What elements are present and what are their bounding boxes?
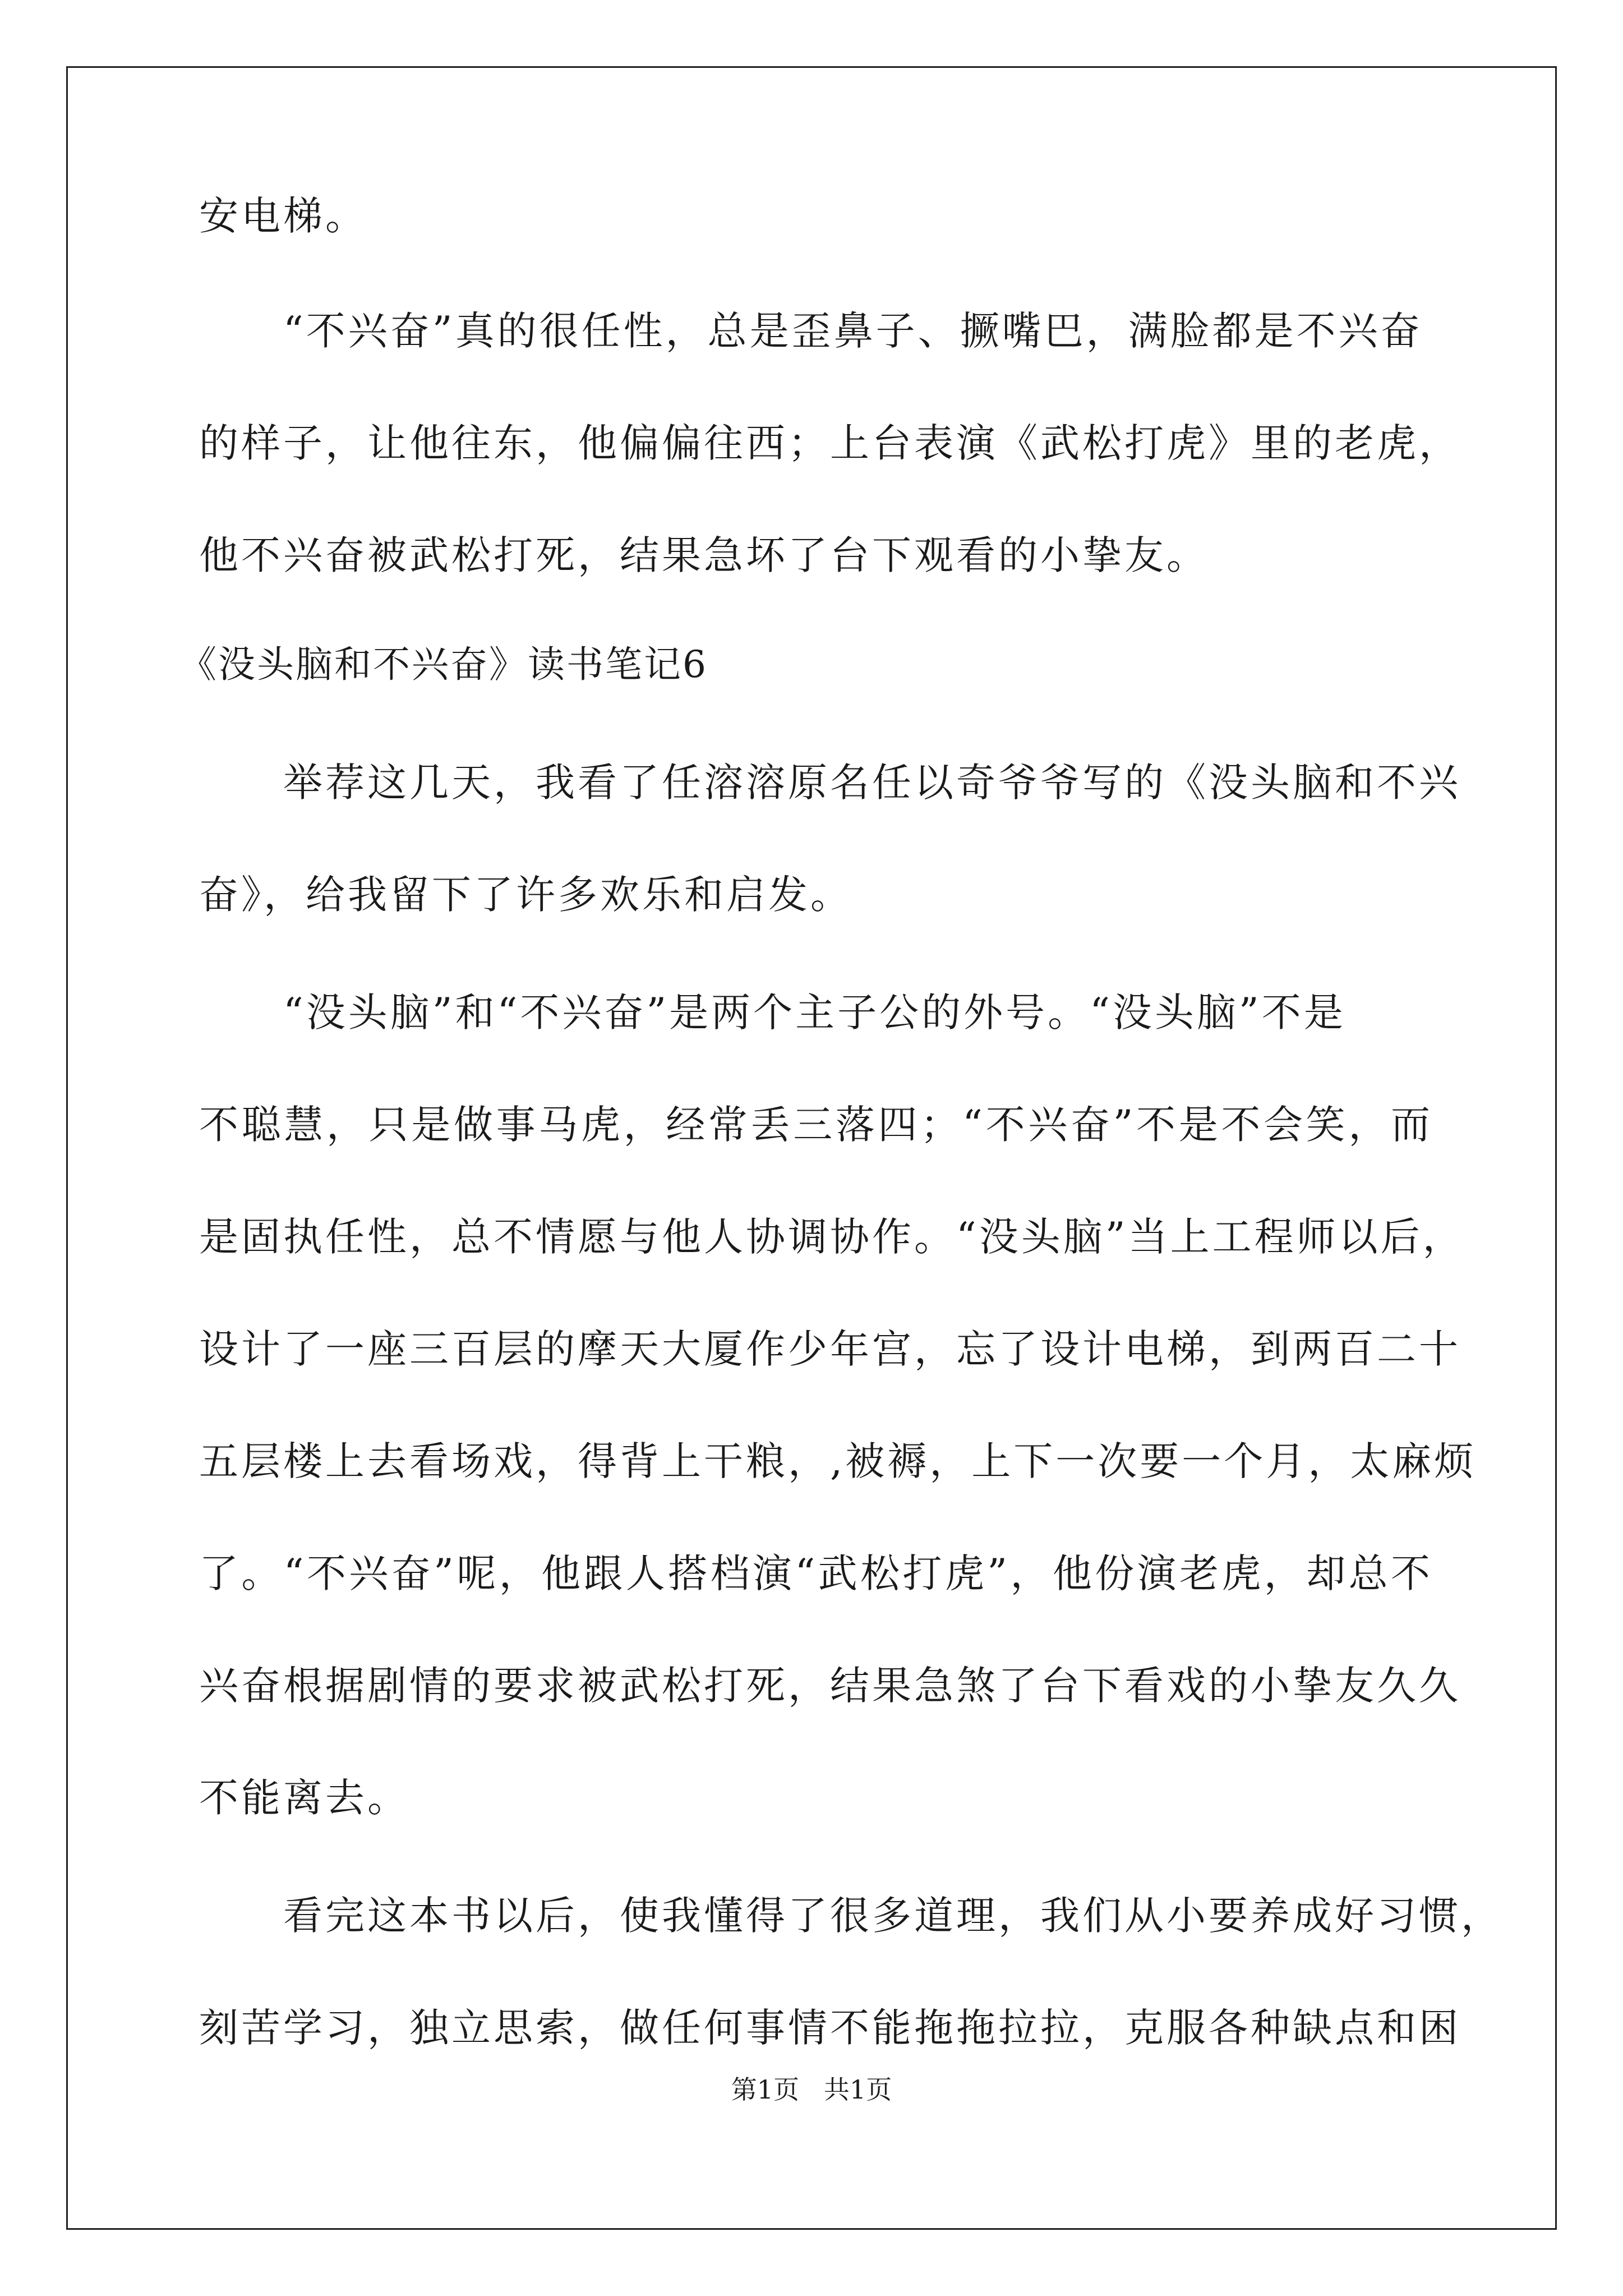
text-line: “不兴奋”真的很任性，总是歪鼻子、撅嘴巴，满脸都是不兴奋	[283, 308, 1423, 354]
text-line: 安电梯。	[199, 193, 367, 239]
text-line: 举荐这几天，我看了任溶溶原名任以奇爷爷写的《没头脑和不兴	[283, 760, 1461, 806]
text-line: 兴奋根据剧情的要求被武松打死，结果急煞了台下看戏的小挚友久久	[199, 1663, 1461, 1709]
text-line: 了。“不兴奋”呢，他跟人搭档演“武松打虎”，他份演老虎，却总不	[199, 1550, 1433, 1596]
text-line: 设计了一座三百层的摩天大厦作少年宫，忘了设计电梯，到两百二十	[199, 1326, 1461, 1372]
text-line: 不聪慧，只是做事马虎，经常丢三落四；“不兴奋”不是不会笑，而	[199, 1102, 1433, 1148]
text-line: “没头脑”和“不兴奋”是两个主子公的外号。“没头脑”不是	[283, 990, 1346, 1036]
text-line: 刻苦学习，独立思索，做任何事情不能拖拖拉拉，克服各种缺点和困	[199, 2005, 1461, 2051]
text-line: 他不兴奋被武松打死，结果急坏了台下观看的小挚友。	[199, 532, 1209, 578]
page-number-footer: 第1页 共1页	[731, 2074, 892, 2105]
text-line: 看完这本书以后，使我懂得了很多道理，我们从小要养成好习惯，	[283, 1893, 1503, 1939]
text-line: 五层楼上去看场戏，得背上干粮，,被褥，上下一次要一个月，太麻烦	[199, 1438, 1477, 1484]
text-line: 不能离去。	[199, 1775, 409, 1821]
section-heading: 《没头脑和不兴奋》读书笔记6	[179, 643, 708, 686]
text-line: 是固执任性，总不情愿与他人协调协作。“没头脑”当上工程师以后，	[199, 1214, 1465, 1260]
text-line: 的样子，让他往东，他偏偏往西；上台表演《武松打虎》里的老虎，	[199, 420, 1461, 466]
text-line: 奋》，给我留下了许多欢乐和启发。	[199, 872, 852, 918]
